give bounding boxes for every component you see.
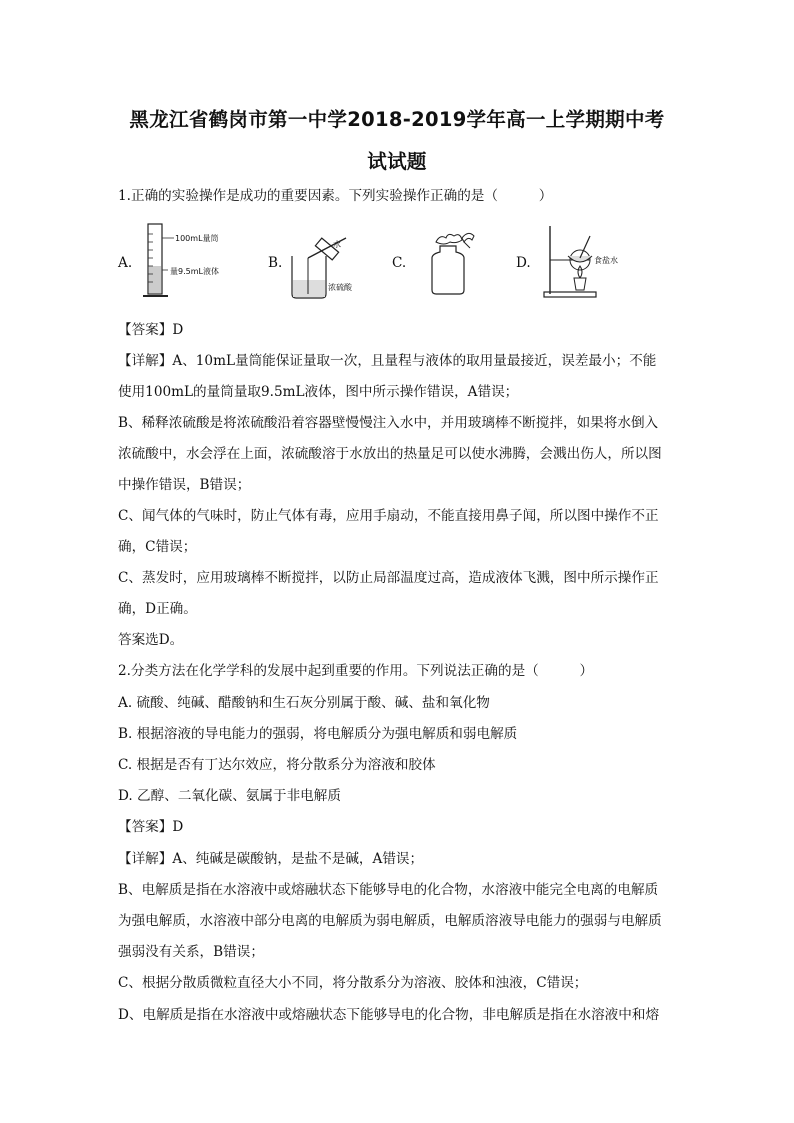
q2-explain-line: 强弱没有关系，B错误； xyxy=(118,944,264,960)
q1-explain-line: 浓硫酸中，水会浮在上面，浓硫酸溶于水放出的热量足可以使水沸腾，会溅出伤人，所以图 xyxy=(118,446,662,462)
q2-option: C. 根据是否有丁达尔效应，将分散系分为溶液和胶体 xyxy=(118,757,436,773)
cylinder-annotation-range: 100mL量筒 xyxy=(175,234,219,243)
q2-explain-line: D、电解质是指在水溶液中或熔融状态下能够导电的化合物，非电解质是指在水溶液中和熔 xyxy=(118,1007,660,1023)
q2-answer: 【答案】D xyxy=(118,819,184,835)
q1-answer: 【答案】D xyxy=(118,322,184,338)
q2-explain-line: C、根据分散质微粒直径大小不同，将分散系分为溶液、胶体和浊液，C错误； xyxy=(118,975,588,991)
q1-explain-line: C、蒸发时，应用玻璃棒不断搅拌，以防止局部温度过高，造成液体飞溅，图中所示操作正 xyxy=(118,570,659,586)
q2-stem: 2.分类方法在化学学科的发展中起到重要的作用。下列说法正确的是（ ） xyxy=(118,663,594,679)
q1-explain-line: 【详解】A、10mL量筒能保证量取一次，且量程与液体的取用量最接近，误差最小；不能 xyxy=(118,353,657,369)
q2-option: D. 乙醇、二氧化碳、氨属于非电解质 xyxy=(118,788,341,804)
q2-explain-line: B、电解质是指在水溶液中或熔融状态下能够导电的化合物，水溶液中能完全电离的电解质 xyxy=(118,882,659,898)
acid-figure-annotation-water: 水 xyxy=(333,240,341,249)
q1-explain-line: B、稀释浓硫酸是将浓硫酸沿着容器壁慢慢注入水中，并用玻璃棒不断搅拌，如果将水倒入 xyxy=(118,415,659,431)
evaporation-annotation-salt-water: 食盐水 xyxy=(594,256,618,265)
q1-option-c-label: C. xyxy=(392,255,407,271)
q1-explain-line: 答案选D。 xyxy=(118,632,184,648)
document-title-line1: 黑龙江省鹤岗市第一中学2018-2019学年高一上学期期中考 xyxy=(129,108,665,131)
q1-explain-line: 确，D正确。 xyxy=(118,601,197,617)
q1-explain-line: 中操作错误，B错误； xyxy=(118,477,251,493)
acid-figure-annotation-acid: 浓硫酸 xyxy=(328,283,352,292)
q2-explain-line: 【详解】A、纯碱是碳酸钠，是盐不是碱，A错误； xyxy=(118,851,424,867)
q1-explain-line: C、闻气体的气味时，防止气体有毒，应用手扇动，不能直接用鼻子闻，所以图中操作不正 xyxy=(118,508,659,524)
smelling-gas-figure xyxy=(420,228,480,298)
document-title-line2: 试试题 xyxy=(367,150,427,173)
q1-explain-line: 确，C错误； xyxy=(118,539,197,555)
q1-option-d-label: D. xyxy=(516,255,531,271)
q2-explain-line: 为强电解质，水溶液中部分电离的电解质为弱电解质，电解质溶液导电能力的强弱与电解质 xyxy=(118,913,662,929)
q1-option-a-label: A. xyxy=(118,255,133,271)
q1-stem: 1.正确的实验操作是成功的重要因素。下列实验操作正确的是（ ） xyxy=(118,188,553,204)
q1-option-b-label: B. xyxy=(268,255,283,271)
q1-explain-line: 使用100mL的量筒量取9.5mL液体，图中所示操作错误，A错误； xyxy=(118,384,519,400)
q2-option: A. 硫酸、纯碱、醋酸钠和生石灰分别属于酸、碱、盐和氧化物 xyxy=(118,695,490,711)
cylinder-annotation-volume: 量9.5mL液体 xyxy=(170,267,219,276)
q2-option: B. 根据溶液的导电能力的强弱，将电解质分为强电解质和弱电解质 xyxy=(118,726,518,742)
